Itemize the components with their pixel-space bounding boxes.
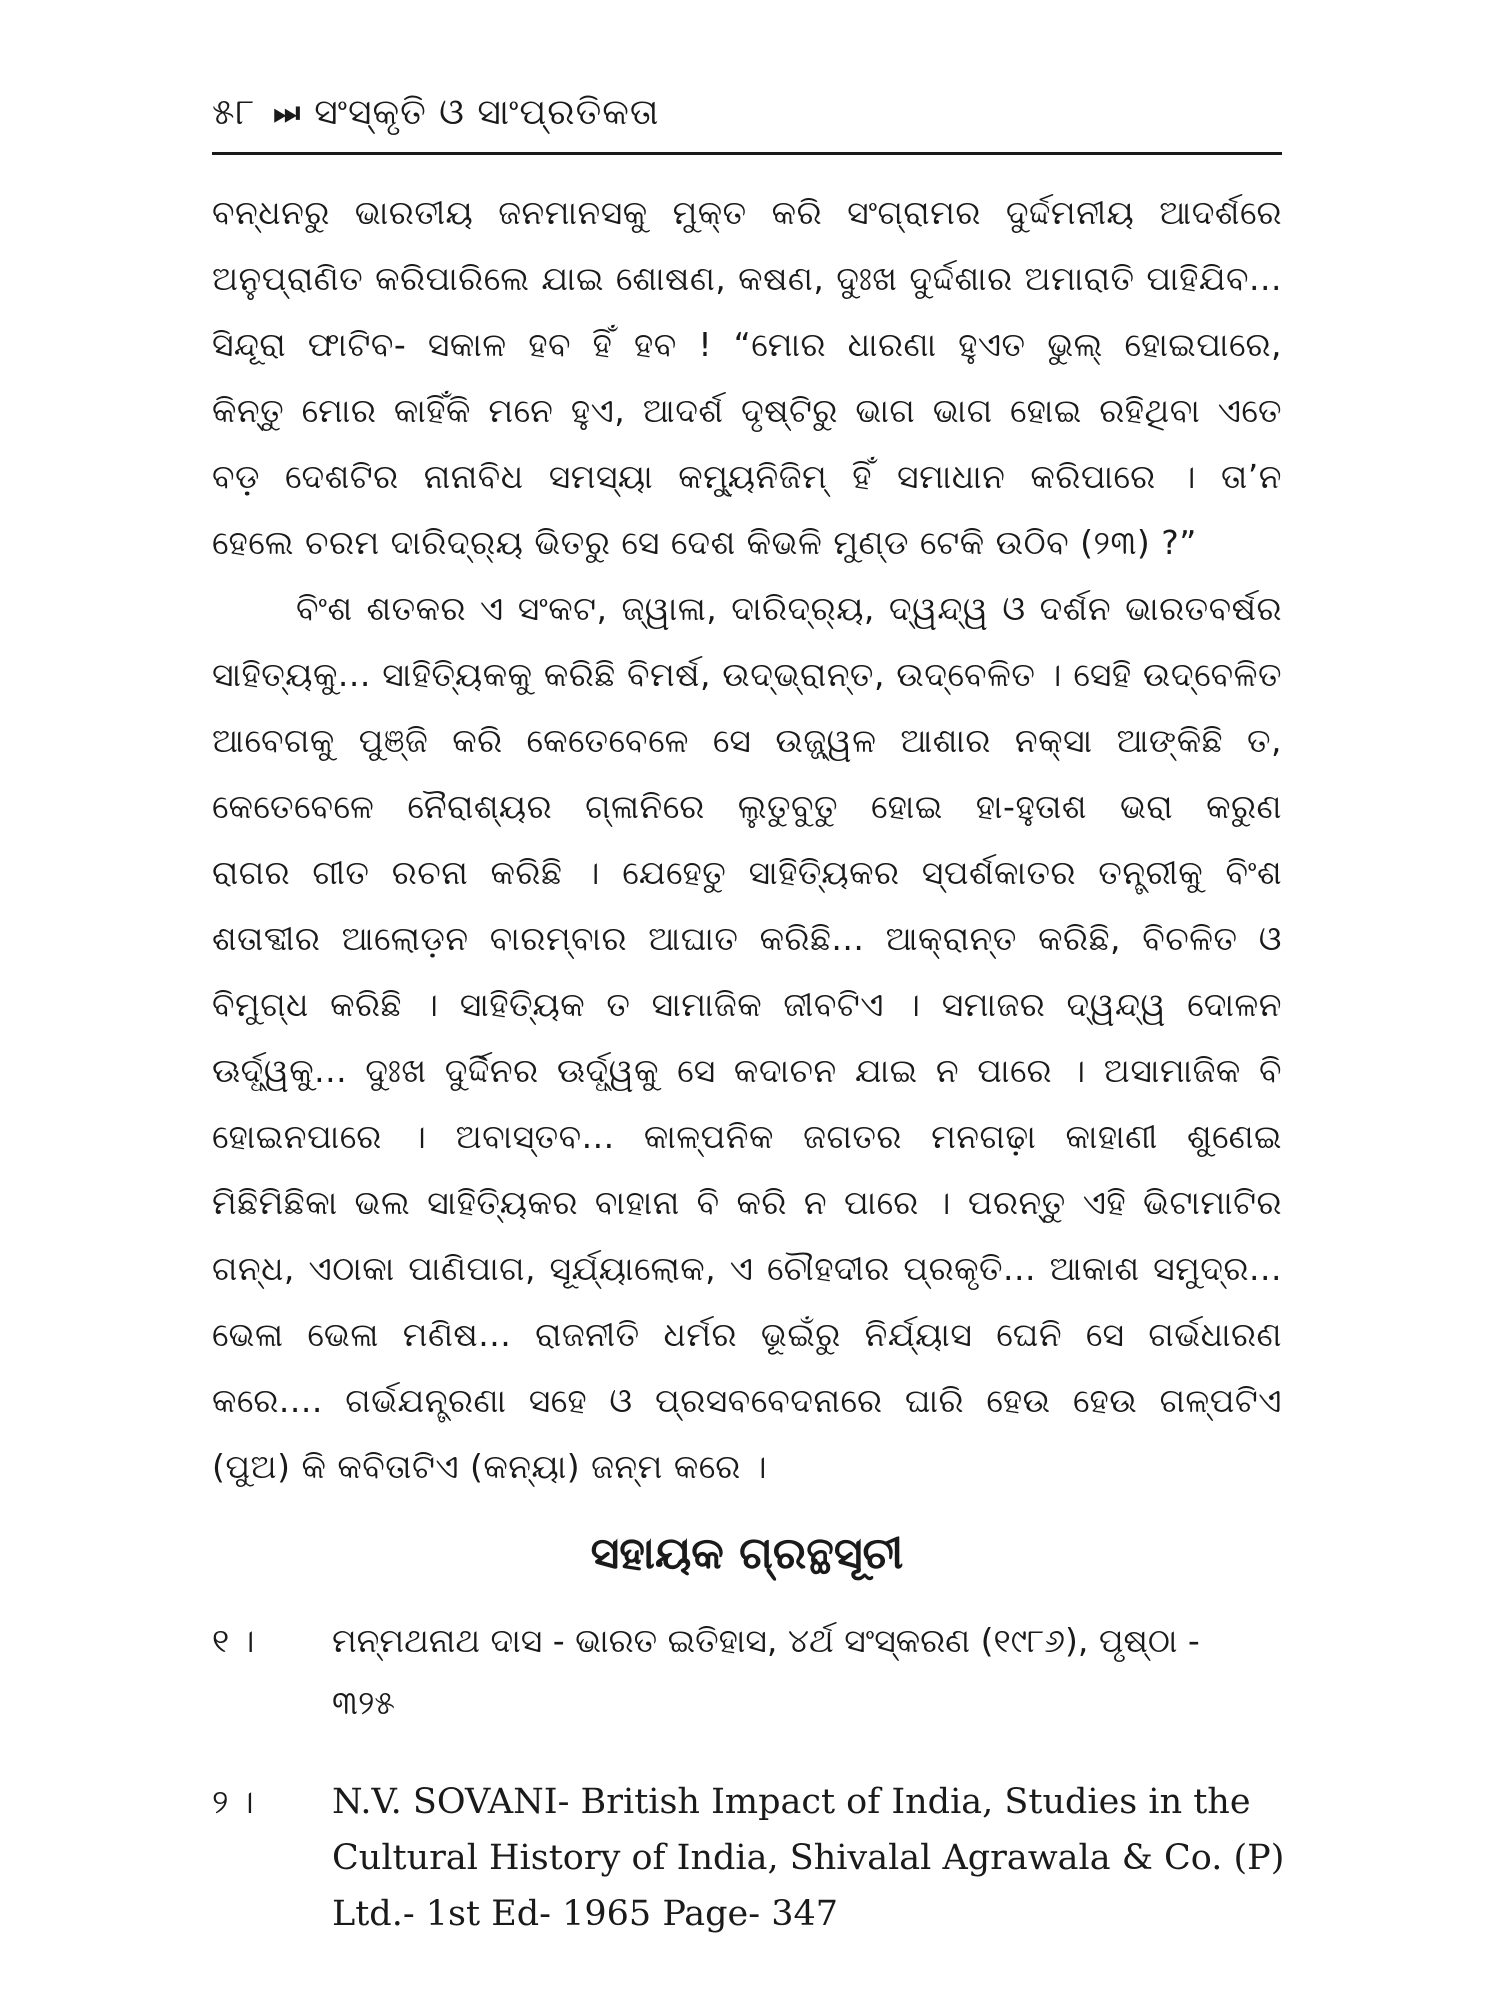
entry-line: ୩୨୫: [332, 1683, 395, 1722]
text-line: ଊର୍ଦ୍ଧ୍ୱକୁ... ଦୁଃଖ ଦୁର୍ଦ୍ଦିନର ଊର୍ଦ୍ଧ୍ୱକୁ ସେ କଦାଚନ ଯାଇ ନ ପାରେ । ଅସାମାଜିକ ବି: [212, 1051, 1282, 1090]
text-line: ଶତାବ୍ଦୀର ଆଲୋଡ଼ନ ବାରମ୍ବାର ଆଘାତ କରିଛି... ଆକ୍ରାନ୍ତ କରିଛି, ବିଚଳିତ ଓ: [212, 919, 1282, 958]
body-text: [212, 180, 1282, 1500]
text-line: ବନ୍ଧନରୁ ଭାରତୀୟ ଜନମାନସକୁ ମୁକ୍ତ କରି ସଂଗ୍ରାମର ଦୁର୍ଦ୍ଦମନୀୟ ଆଦର୍ଶରେ: [212, 193, 1282, 232]
text-line: ସାହିତ୍ୟକୁ... ସାହିତ୍ୟିକକୁ କରିଛି ବିମର୍ଷ, ଉଦ୍‌ଭ୍ରାନ୍ତ, ଉଦ୍‌ବେଳିତ । ସେହି ଉଦ୍‌ବେଳିତ: [212, 655, 1282, 694]
header-rule: [212, 152, 1282, 155]
text-line: ଗନ୍ଧ, ଏଠାକା ପାଣିପାଗ, ସୂର୍ଯ୍ୟାଲୋକ, ଏ ଚୌହଦୀର ପ୍ରକୃତି... ଆକାଶ ସମୁଦ୍ର...: [212, 1249, 1282, 1288]
text-line: କିନ୍ତୁ ମୋର କାହିଁକି ମନେ ହୁଏ, ଆଦର୍ଶ ଦୃଷ୍ଟିରୁ ଭାଗ ଭାଗ ହୋଇ ରହିଥିବା ଏତେ: [212, 391, 1282, 430]
bibliography-title: ସହାୟକ ଗ୍ରନ୍ଥସୂଚୀ: [590, 1528, 904, 1579]
text-line: ମିଛିମିଛିକା ଭଲ ସାହିତ୍ୟିକର ବାହାନା ବି କରି ନ ପାରେ । ପରନ୍ତୁ ଏହି ଭିଟାମାଟିର: [212, 1183, 1282, 1222]
text-line: ଆବେଗକୁ ପୁଞ୍ଜି କରି କେତେବେଳେ ସେ ଉଜ୍ଜ୍ୱଳ ଆଶାର ନକ୍ସା ଆଙ୍କିଛି ତ,: [212, 721, 1282, 760]
bibliography-list: [212, 1610, 1285, 1942]
running-header: [212, 92, 659, 134]
text-line: କରେ.... ଗର୍ଭଯନ୍ତ୍ରଣା ସହେ ଓ ପ୍ରସବବେଦନାରେ ଘାରି ହେଉ ହେଉ ଗଳ୍ପଟିଏ: [212, 1381, 1282, 1420]
text-line: ରାଗର ଗୀତ ରଚନା କରିଛି । ଯେହେତୁ ସାହିତ୍ୟିକର ସ୍ପର୍ଶକାତର ତନ୍ତ୍ରୀକୁ ବିଂଶ: [212, 853, 1282, 892]
bibliography-entry: [212, 1610, 1282, 1734]
entry-number: ୧ ।: [212, 1621, 255, 1660]
paragraph-start-line: ବିଂଶ ଶତକର ଏ ସଂକଟ, ଜ୍ୱାଳା, ଦାରିଦ୍ର୍ୟ, ଦ୍ୱନ୍ଦ୍ୱ ଓ ଦର୍ଶନ ଭାରତବର୍ଷର: [296, 589, 1282, 628]
entry-line: ମନ୍ମଥନାଥ ଦାସ - ଭାରତ ଇତିହାସ, ୪ର୍ଥ ସଂସ୍କରଣ (୧୯୮୬), ପୃଷ୍ଠା -: [332, 1621, 1200, 1660]
text-line: ବିମୁଗ୍ଧ କରିଛି । ସାହିତ୍ୟିକ ତ ସାମାଜିକ ଜୀବଟିଏ । ସମାଜର ଦ୍ୱନ୍ଦ୍ୱ ଦୋଳନ: [212, 985, 1282, 1024]
text-line: ହେଲେ ଚରମ ଦାରିଦ୍ର୍ୟ ଭିତରୁ ସେ ଦେଶ କିଭଳି ମୁଣ୍ଡ ଟେକି ଉଠିବ (୨୩) ?”: [212, 523, 1197, 562]
text-line: ସିନ୍ଦୂରା ଫାଟିବ- ସକାଳ ହବ ହିଁ ହବ ! “ମୋର ଧାରଣା ହୁଏତ ଭୁଲ୍ ହୋଇପାରେ,: [212, 325, 1282, 364]
entry-line: Ltd.- 1st Ed- 1965 Page- 347: [332, 1894, 839, 1934]
text-line: କେତେବେଳେ ନୈରାଶ୍ୟର ଗ୍ଳାନିରେ ଲୁତୁବୁତୁ ହୋଇ ହା-ହୁତାଶ ଭରା କରୁଣ: [212, 787, 1282, 826]
entry-line: N.V. SOVANI- British Impact of India, Studies in the: [332, 1782, 1251, 1822]
running-title: ସଂସ୍କୃତି ଓ ସାଂପ୍ରତିକତା: [314, 92, 660, 133]
text-line: ହୋଇନପାରେ । ଅବାସ୍ତବ... କାଳ୍ପନିକ ଜଗତର ମନଗଢ଼ା କାହାଣୀ ଶୁଣେଇ: [212, 1117, 1282, 1156]
bibliography-entry: [212, 1774, 1285, 1942]
text-line: ବଡ଼ ଦେଶଟିର ନାନାବିଧ ସମସ୍ୟା କମ୍ୟୁନିଜିମ୍ ହିଁ ସମାଧାନ କରିପାରେ । ତା’ନ: [212, 457, 1282, 496]
text-line: (ପୁଅ) କି କବିତାଟିଏ (କନ୍ୟା) ଜନ୍ମ କରେ ।: [212, 1447, 768, 1486]
page-number: ୫୮: [212, 92, 256, 133]
text-line: ଭେଳା ଭେଳା ମଣିଷ... ରାଜନୀତି ଧର୍ମର ଭୂଇଁରୁ ନିର୍ଯ୍ୟାସ ଘେନି ସେ ଗର୍ଭଧାରଣ: [212, 1315, 1282, 1354]
fast-forward-icon: ⏭: [273, 95, 297, 131]
entry-number: ୨ ।: [212, 1782, 254, 1821]
entry-line: Cultural History of India, Shivalal Agrawala & Co. (P): [332, 1838, 1285, 1878]
text-line: ଅନୁପ୍ରାଣିତ କରିପାରିଲେ ଯାଇ ଶୋଷଣ, କଷଣ, ଦୁଃଖ ଦୁର୍ଦ୍ଦଶାର ଅମାରାତି ପାହିଯିବ...: [212, 259, 1282, 298]
